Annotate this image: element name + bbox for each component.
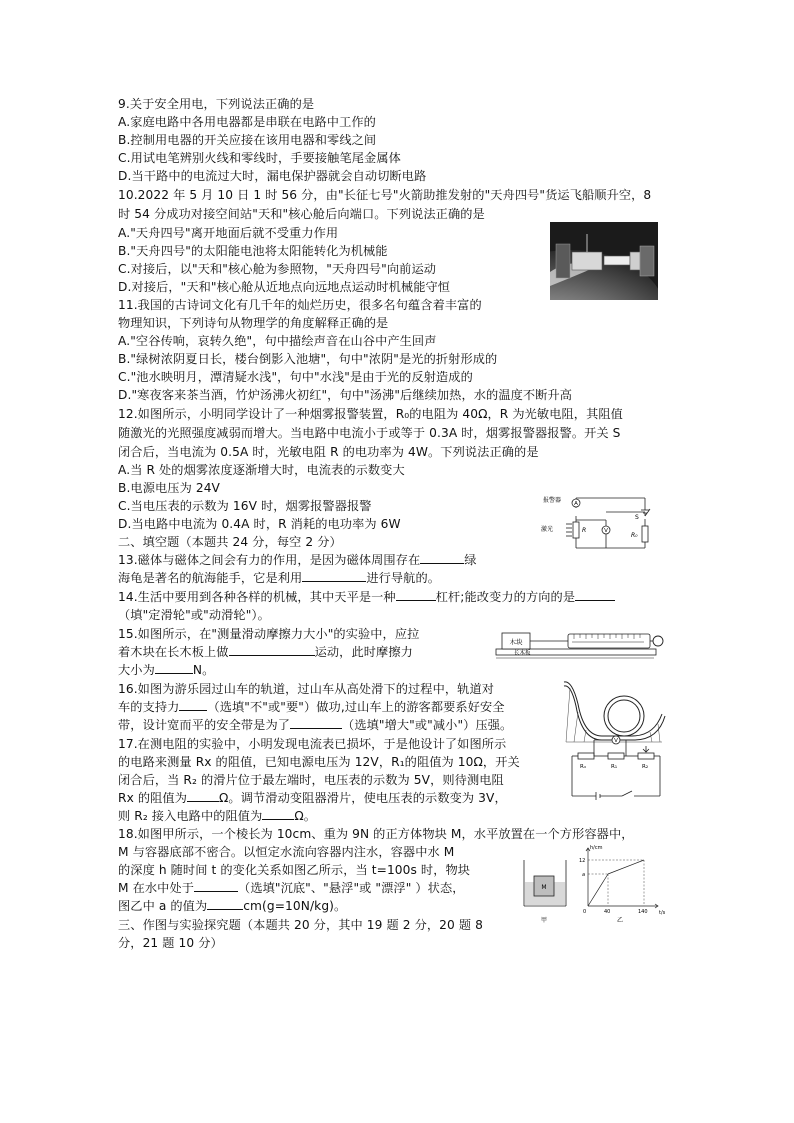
section-2-heading: 二、填空题（本题共 24 分，每空 2 分） bbox=[118, 535, 342, 549]
q15-blank-2[interactable] bbox=[155, 673, 193, 674]
rx-label: Rₓ bbox=[580, 764, 587, 770]
q11-option-d: D."寒夜客来茶当酒，竹炉汤沸火初红"，句中"汤沸"后继续加热，水的温度不断升高 bbox=[118, 388, 573, 402]
q12-stem-line1: 12.如图所示，小明同学设计了一种烟雾报警装置，R₀的电阻为 40Ω，R 为光敏电阻，其阻值 bbox=[118, 407, 623, 421]
q17-line5 bbox=[118, 807, 316, 825]
q13-blank-1[interactable] bbox=[420, 563, 464, 564]
wood-block-label: 木块 bbox=[509, 638, 523, 646]
q14-line2: （填"定滑轮"或"动滑轮"）。 bbox=[118, 608, 270, 622]
q9-option-c: C.用试电笔辨别火线和零线时，手要接触笔尾金属体 bbox=[118, 151, 401, 165]
section-3-heading-line2: 分，21 题 10 分） bbox=[118, 936, 223, 950]
q18-line5-text: 图乙中 a 的值为 bbox=[118, 899, 208, 913]
q13-line2-tail: 进行导航的。 bbox=[366, 571, 441, 585]
q14-line1-text: 14.生活中要用到各种各样的机械，其中天平是一种 bbox=[118, 590, 396, 604]
q11-stem-line2: 物理知识，下列诗句从物理学的角度解释正确的是 bbox=[118, 316, 389, 330]
ammeter-label: A bbox=[574, 501, 578, 507]
q18-line2: M 与容器底部不密合。以恒定水流向容器内注水，容器中水 M bbox=[118, 845, 455, 859]
q10-option-d: D.对接后，"天和"核心舱从近地点向远地点运动时机械能守恒 bbox=[118, 280, 451, 294]
q18-blank-1[interactable] bbox=[194, 891, 238, 892]
axis-t-label: t/s bbox=[659, 910, 666, 916]
q10-stem-line2: 时 54 分成功对接空间站"天和"核心舱后向端口。下列说法正确的是 bbox=[118, 207, 485, 221]
q16-line3-text: 带，设计宽而平的安全带是为了 bbox=[118, 718, 291, 732]
friction-experiment-diagram bbox=[494, 620, 666, 660]
q18-line4 bbox=[118, 879, 465, 897]
space-station-photo bbox=[550, 222, 658, 300]
q15-line3-tail: N。 bbox=[192, 663, 215, 677]
q16-line3 bbox=[118, 716, 512, 734]
q17-line4-tail: Ω。调节滑动变阻器滑片，使电压表的示数变为 3V， bbox=[219, 791, 507, 805]
q16-line2-tail: （选填"不"或"要"）做功,过山车上的游客都要系好安全 bbox=[207, 700, 505, 714]
q16-line2 bbox=[118, 698, 505, 716]
q18-line4-tail: （选填"沉底"、"悬浮"或 "漂浮" ）状态， bbox=[238, 881, 465, 895]
container-and-graph-figure bbox=[520, 842, 670, 926]
q10-option-a: A."天舟四号"离开地面后就不受重力作用 bbox=[118, 226, 339, 240]
origin-label: 0 bbox=[583, 909, 587, 915]
r2-label: R₂ bbox=[642, 764, 649, 770]
q13-line2 bbox=[118, 569, 440, 587]
q17-line4 bbox=[118, 789, 507, 807]
q11-stem-line1: 11.我国的古诗词文化有几千年的灿烂历史，很多名句蕴含着丰富的 bbox=[118, 298, 482, 312]
q11-option-a: A."空谷传响，哀转久绝"，句中描绘声音在山谷中产生回声 bbox=[118, 334, 437, 348]
q9-option-d: D.当干路中的电流过大时，漏电保护器就会自动切断电路 bbox=[118, 169, 427, 183]
q14-blank-1[interactable] bbox=[396, 600, 436, 601]
q16-line3-tail: （选填"增大"或"减小"）压强。 bbox=[342, 718, 513, 732]
q11-option-c: C."池水映明月，潭清疑水浅"，句中"水浅"是由于光的反射造成的 bbox=[118, 370, 473, 384]
tick-40-label: 40 bbox=[604, 909, 611, 915]
q17-blank-2[interactable] bbox=[262, 819, 294, 820]
q16-line2-text: 车的支持力 bbox=[118, 700, 180, 714]
laser-label: 激光 bbox=[541, 526, 554, 533]
q18-line5-tail: cm(g=10N/kg)。 bbox=[243, 899, 347, 913]
q15-line3 bbox=[118, 661, 214, 679]
q17-blank-1[interactable] bbox=[187, 801, 219, 802]
q18-line1: 18.如图甲所示，一个棱长为 10cm、重为 9N 的正方体物块 M，水平放置在一个方形容器中， bbox=[118, 827, 634, 841]
q18-line5 bbox=[118, 897, 346, 915]
voltmeter-label: V bbox=[604, 528, 608, 534]
q15-line3-text: 大小为 bbox=[118, 663, 155, 677]
q15-line2-tail: 运动，此时摩擦力 bbox=[314, 645, 413, 659]
q16-blank-1[interactable] bbox=[179, 710, 207, 711]
q17-line3: 闭合后，当 R₂ 的滑片位于最左端时，电压表的示数为 5V，则待测电阻 bbox=[118, 773, 504, 787]
q12-option-a: A.当 R 处的烟雾浓度逐渐增大时，电流表的示数变大 bbox=[118, 463, 405, 477]
tick-12-label: 12 bbox=[579, 858, 586, 864]
alarm-label: 报警器 bbox=[543, 497, 562, 504]
q17-line5-text: 则 R₂ 接入电路中的阻值为 bbox=[118, 809, 263, 823]
q18-blank-2[interactable] bbox=[207, 909, 243, 910]
smoke-alarm-circuit-diagram bbox=[538, 488, 658, 550]
q14-line1 bbox=[118, 588, 615, 606]
q9-stem: 9.关于安全用电，下列说法正确的是 bbox=[118, 97, 315, 111]
block-m-label: M bbox=[541, 884, 547, 891]
r1-label: R₁ bbox=[611, 764, 618, 770]
q12-option-d: D.当电路中电流为 0.4A 时，R 消耗的电功率为 6W bbox=[118, 517, 401, 531]
q16-blank-2[interactable] bbox=[290, 728, 342, 729]
resistor-r0-label: R₀ bbox=[631, 532, 638, 539]
q10-stem-line1: 10.2022 年 5 月 10 日 1 时 56 分，由"长征七号"火箭助推发射的"天舟四号"货运飞船顺升空，8 bbox=[118, 188, 652, 202]
q15-blank-1[interactable] bbox=[229, 655, 315, 656]
fig-yi-label: 乙 bbox=[616, 917, 624, 924]
q12-stem-line3: 闭合后，当电流为 0.5A 时，光敏电阻 R 的电功率为 4W。下列说法正确的是 bbox=[118, 445, 539, 459]
q9-option-a: A.家庭电路中各用电器都是串联在电路中工作的 bbox=[118, 115, 376, 129]
q10-option-c: C.对接后，以"天和"核心舱为参照物，"天舟四号"向前运动 bbox=[118, 262, 437, 276]
q13-line2-text: 海龟是著名的航海能手，它是利用 bbox=[118, 571, 303, 585]
q14-blank-2[interactable] bbox=[575, 600, 615, 601]
q18-line3: 的深度 h 随时间 t 的变化关系如图乙所示，当 t=100s 时，物块 bbox=[118, 863, 471, 877]
q12-option-b: B.电源电压为 24V bbox=[118, 481, 220, 495]
q15-line1: 15.如图所示，在"测量滑动摩擦力大小"的实验中，应拉 bbox=[118, 627, 420, 641]
q12-stem-line2: 随激光的光照强度减弱而增大。当电路中电流小于或等于 0.3A 时，烟雾报警器报警。开关 S bbox=[118, 426, 621, 440]
q17-voltmeter-label: V bbox=[614, 738, 618, 744]
q11-option-b: B."绿树浓阴夏日长，楼台倒影入池塘"，句中"浓阴"是光的折射形成的 bbox=[118, 352, 498, 366]
tick-140-label: 140 bbox=[638, 909, 648, 915]
q17-line5-tail: Ω。 bbox=[294, 809, 317, 823]
q13-line1 bbox=[118, 551, 477, 569]
q13-blank-2[interactable] bbox=[302, 581, 366, 582]
q9-option-b: B.控制用电器的开关应接在该用电器和零线之间 bbox=[118, 133, 377, 147]
q15-line2-text: 着木块在长木板上做 bbox=[118, 645, 229, 659]
q17-line2: 的电路来测量 Rx 的阻值，已知电源电压为 12V，R₁的阻值为 10Ω，开关 bbox=[118, 755, 520, 769]
axis-h-label: h/cm bbox=[590, 845, 603, 851]
q10-option-b: B."天舟四号"的太阳能电池将太阳能转化为机械能 bbox=[118, 244, 388, 258]
q12-option-c: C.当电压表的示数为 16V 时，烟雾报警器报警 bbox=[118, 499, 372, 513]
tick-a-label: a bbox=[582, 872, 586, 878]
switch-s-label: S bbox=[635, 514, 639, 521]
q15-line2 bbox=[118, 643, 413, 661]
resistor-r-label: R bbox=[582, 527, 587, 534]
section-3-heading-line1: 三、作图与实验探究题（本题共 20 分，其中 19 题 2 分，20 题 8 bbox=[118, 918, 483, 932]
q14-line1-mid: 杠杆;能改变力的方向的是 bbox=[435, 590, 576, 604]
q13-line1-tail: 绿 bbox=[464, 553, 477, 567]
q18-line4-text: M 在水中处于 bbox=[118, 881, 195, 895]
fig-jia-label: 甲 bbox=[540, 917, 548, 924]
q13-line1-text: 13.磁体与磁体之间会有力的作用，是因为磁体周围存在 bbox=[118, 553, 421, 567]
q17-line4-text: Rx 的阻值为 bbox=[118, 791, 188, 805]
q16-line1: 16.如图为游乐园过山车的轨道，过山车从高处滑下的过程中，轨道对 bbox=[118, 682, 495, 696]
q17-line1: 17.在测电阻的实验中，小明发现电流表已损坏，于是他设计了如图所示 bbox=[118, 737, 507, 751]
long-board-label: 长木板 bbox=[514, 650, 531, 657]
resistance-measurement-circuit bbox=[566, 732, 666, 800]
